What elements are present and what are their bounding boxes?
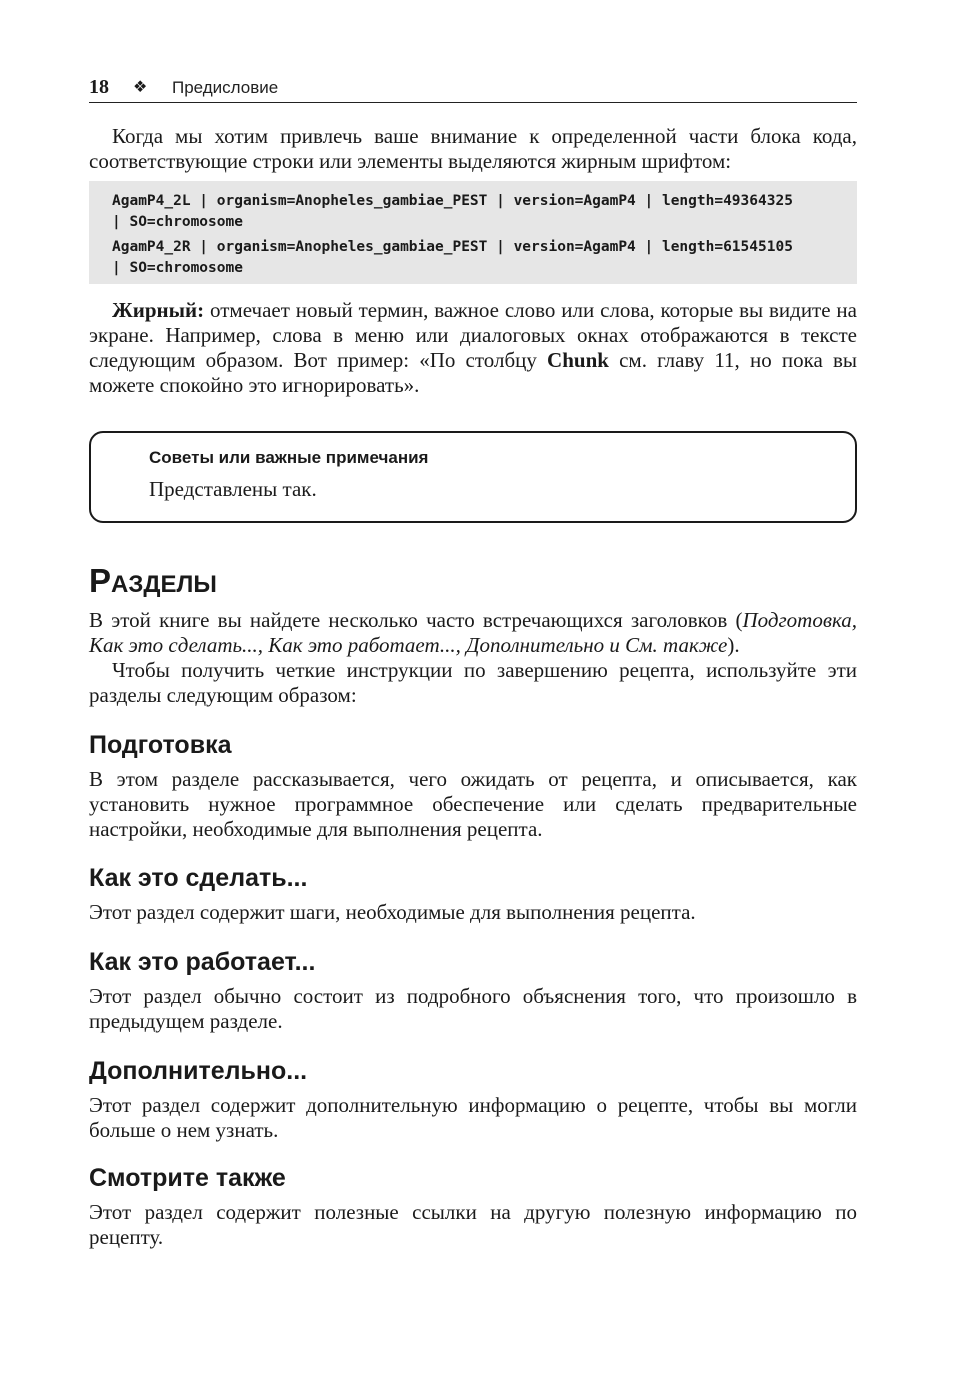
heading-preparation: Подготовка [89,731,232,759]
page-number: 18 [89,76,109,98]
intro-paragraph: Когда мы хотим привлечь ваше внимание к определенной части блока кода, соответствующие строки или элементы выделяются жирным шрифтом: [89,124,857,173]
heading-how-to-do: Как это сделать... [89,864,308,892]
how-it-works-text: Этот раздел обычно состоит из подробного объяснения того, что произошло в предыдущем разделе. [89,984,857,1033]
tip-box [89,431,857,523]
section-title-rest: АЗДЕЛЫ [111,571,217,598]
heading-see-also: Смотрите также [89,1164,286,1192]
sections-intro-paragraph [89,608,857,658]
paragraph-text: отмечает новый термин, важное слово или слова, которые вы видите на экране. Например, слова в меню или диалоговых окнах отображаются в тексте следующим образом. Вот пример: «По столбцу [89,298,857,372]
code-block [89,181,857,284]
code-line: AgamP4_2R | organism=Anopheles_gambiae_PEST | version=AgamP4 | length=61545105 [112,239,793,255]
heading-how-it-works: Как это работает... [89,948,316,976]
tip-title: Советы или важные примечания [149,448,429,467]
running-header [89,76,857,103]
sections-usage-paragraph: Чтобы получить четкие инструкции по завершению рецепта, используйте эти разделы следующим образом: [89,658,857,707]
paragraph-text: см. главу 11, но пока вы можете спокойно это игнорировать». [89,348,857,397]
section-title [89,562,217,600]
bold-term: Жирный: [112,298,205,322]
code-line: | SO=chromosome [112,260,243,276]
heading-more: Дополнительно... [89,1057,308,1085]
paragraph-text: В этой книге вы найдете несколько часто встречающихся заголовков ( [89,608,743,632]
more-text: Этот раздел содержит дополнительную информацию о рецепте, чтобы вы могли больше о нем узнать. [89,1093,857,1142]
italic-heading-list: Подготовка, Как это сделать..., Как это работает..., Дополнительно и См. также [89,608,857,657]
chunk-term: Chunk [547,348,609,372]
tip-body: Представлены так. [149,477,317,501]
ornament-icon: ❖ [133,77,148,96]
how-to-do-text: Этот раздел содержит шаги, необходимые для выполнения рецепта. [89,900,696,924]
preparation-text: В этом разделе рассказывается, чего ожидать от рецепта, и описывается, как установить нужное программное обеспечение или сделать предварительные настройки, необходимые для выполнения рецепта. [89,767,857,841]
paragraph-text: ). [727,633,740,657]
see-also-text: Этот раздел содержит полезные ссылки на другую полезную информацию по рецепту. [89,1200,857,1249]
code-line: | SO=chromosome [112,214,243,230]
chapter-title: Предисловие [172,78,279,97]
code-line: AgamP4_2L | organism=Anopheles_gambiae_PEST | version=AgamP4 | length=49364325 [112,193,793,209]
bold-explanation-paragraph [89,298,857,398]
section-title-initial: Р [89,562,112,599]
